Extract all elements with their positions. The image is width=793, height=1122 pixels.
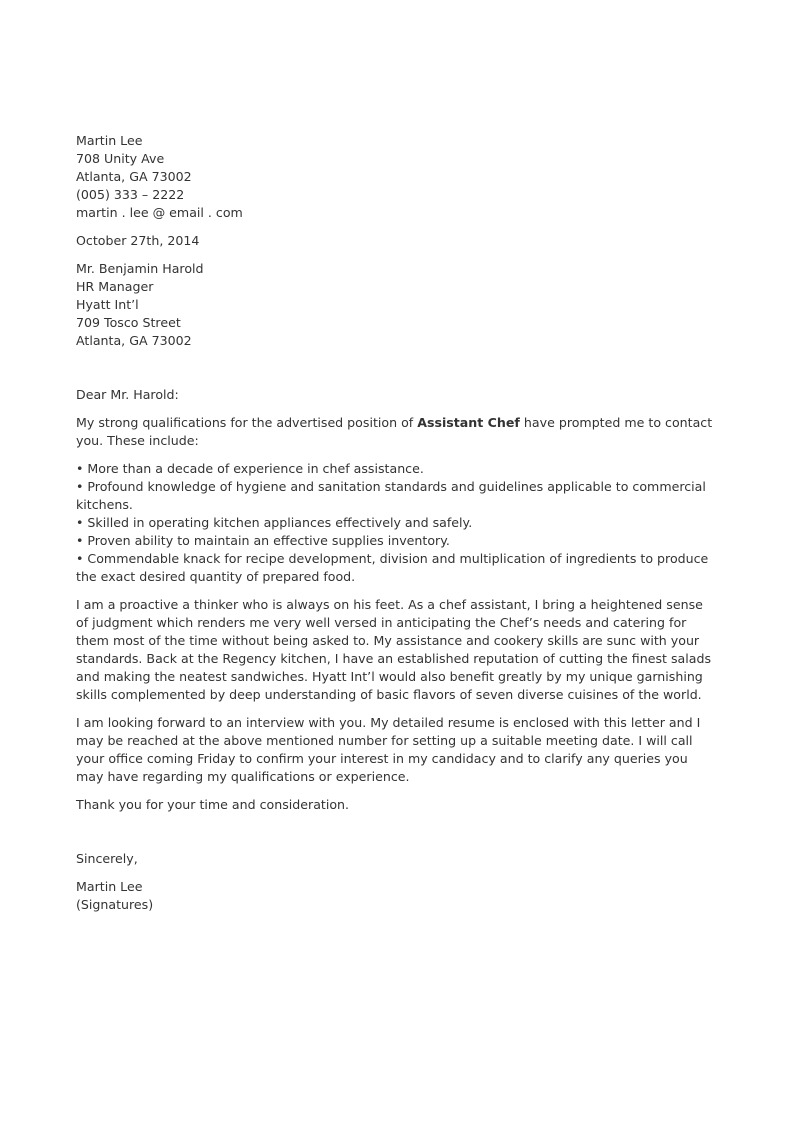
body-paragraph-2 [76,714,716,786]
intro-line-1 [76,414,716,432]
intro-text-before: My strong qualifications for the advertised position of [76,415,414,430]
recipient-street: 709 Tosco Street [76,315,181,330]
paragraph-line: I am looking forward to an interview with you. My detailed resume is enclosed with this letter and I [76,715,701,730]
paragraph-line: and making the neatest sandwiches. Hyatt Int’l would also benefit greatly by my unique garnishing [76,669,703,684]
salutation: Dear Mr. Harold: [76,387,179,402]
intro-line-2: you. These include: [76,433,199,448]
position-title: Assistant Chef [417,415,520,430]
salutation-block [76,386,716,404]
list-item: • More than a decade of experience in chef assistance. [76,461,424,476]
sender-street: 708 Unity Ave [76,151,165,166]
signature-block [76,878,716,914]
paragraph-line: standards. Back at the Regency kitchen, I have an established reputation of cutting the finest salads [76,651,712,666]
recipient-name: Mr. Benjamin Harold [76,261,204,276]
thanks-line: Thank you for your time and consideration. [76,797,350,812]
sender-email: martin . lee @ email . com [76,205,243,220]
list-item: • Proven ability to maintain an effective supplies inventory. [76,533,450,548]
recipient-title: HR Manager [76,279,154,294]
sender-name: Martin Lee [76,133,143,148]
closing-block [76,850,716,868]
intro-text-after: have prompted me to contact [523,415,713,430]
thanks-block [76,796,716,814]
list-item-continuation: the exact desired quantity of prepared food. [76,569,356,584]
paragraph-line: may be reached at the above mentioned number for setting up a suitable meeting date. I will call [76,733,693,748]
signature-name: Martin Lee [76,879,143,894]
list-item: • Skilled in operating kitchen appliances effectively and safely. [76,515,473,530]
recipient-address [76,260,716,350]
paragraph-line: your office coming Friday to confirm your interest in my candidacy and to clarify any queries you [76,751,688,766]
letter-date-block [76,232,716,250]
recipient-company: Hyatt Int’l [76,297,139,312]
intro-paragraph [76,414,716,450]
list-item-continuation: kitchens. [76,497,133,512]
letter-date: October 27th, 2014 [76,233,200,248]
paragraph-line: I am a proactive a thinker who is always on his feet. As a chef assistant, I bring a heightened sense [76,597,703,612]
sender-address [76,132,716,222]
letter-page [76,132,716,914]
body-paragraph-1 [76,596,716,704]
sender-city: Atlanta, GA 73002 [76,169,192,184]
signature-note: (Signatures) [76,897,154,912]
list-item: • Profound knowledge of hygiene and sanitation standards and guidelines applicable to commercial [76,479,706,494]
paragraph-line: may have regarding my qualifications or experience. [76,769,410,784]
paragraph-line: them most of the time without being asked to. My assistance and cookery skills are sunc with your [76,633,700,648]
qualifications-list [76,460,716,586]
recipient-city: Atlanta, GA 73002 [76,333,192,348]
list-item: • Commendable knack for recipe development, division and multiplication of ingredients to produce [76,551,709,566]
paragraph-line: skills complemented by deep understanding of basic flavors of seven diverse cuisines of the world. [76,687,702,702]
closing: Sincerely, [76,851,138,866]
sender-phone: (005) 333 – 2222 [76,187,185,202]
paragraph-line: of judgment which renders me very well versed in anticipating the Chef’s needs and catering for [76,615,687,630]
